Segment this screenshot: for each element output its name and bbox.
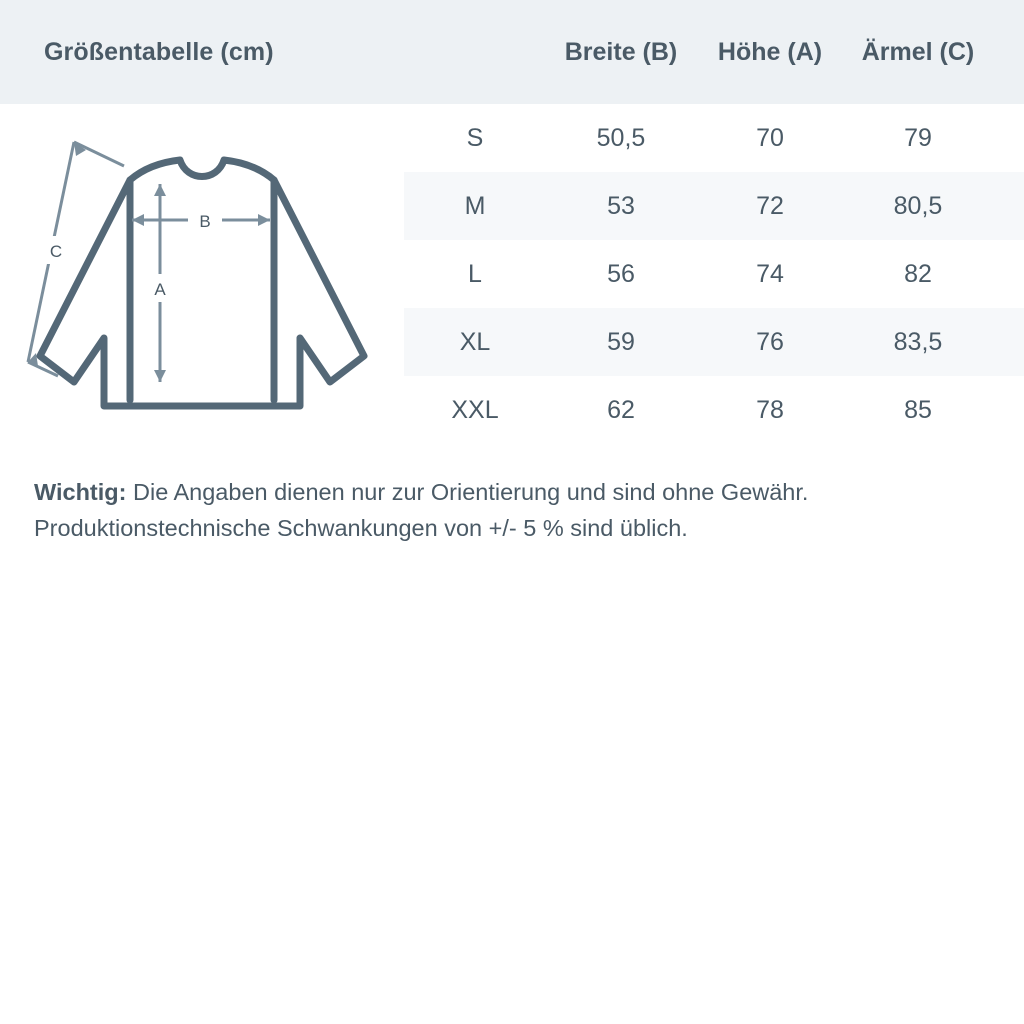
note-line-2: Produktionstechnische Schwankungen von +/- 5 % sind üblich. — [34, 515, 688, 541]
cell-hoehe: 78 — [756, 395, 784, 424]
table-body — [0, 104, 1024, 444]
table-row — [404, 240, 1024, 308]
column-header-hoehe: Höhe (A) — [717, 37, 823, 66]
note-strong: Wichtig: — [34, 479, 127, 505]
column-headers — [524, 38, 1000, 67]
cell-breite: 50,5 — [596, 123, 646, 152]
cell-aermel: 85 — [904, 395, 932, 424]
cell-hoehe: 72 — [756, 191, 784, 220]
disclaimer-note — [34, 474, 984, 546]
label-c: C — [49, 242, 63, 261]
cell-hoehe: 76 — [756, 327, 784, 356]
table-row — [404, 308, 1024, 376]
label-a: A — [154, 280, 166, 299]
table-row — [404, 376, 1024, 444]
column-header-breite: Breite (B) — [564, 37, 678, 66]
size-rows — [404, 104, 1024, 444]
cell-size: S — [466, 123, 484, 152]
shirt-diagram — [0, 104, 404, 444]
cell-aermel: 82 — [904, 259, 932, 288]
page-title: Größentabelle (cm) — [44, 37, 274, 66]
cell-aermel: 79 — [904, 123, 932, 152]
label-b: B — [199, 212, 211, 231]
table-header-row — [0, 0, 1024, 104]
cell-breite: 59 — [607, 327, 635, 356]
shirt-measurement-icon — [12, 124, 392, 424]
cell-size: XL — [459, 327, 491, 356]
note-line-1: Die Angaben dienen nur zur Orientierung und sind ohne Gewähr. — [126, 479, 809, 505]
table-row — [404, 104, 1024, 172]
cell-size: XXL — [451, 395, 499, 424]
cell-aermel: 83,5 — [893, 327, 943, 356]
cell-size: L — [468, 259, 482, 288]
cell-breite: 62 — [607, 395, 635, 424]
cell-hoehe: 70 — [756, 123, 784, 152]
cell-aermel: 80,5 — [893, 191, 943, 220]
cell-breite: 56 — [607, 259, 635, 288]
cell-size: M — [464, 191, 486, 220]
cell-breite: 53 — [607, 191, 635, 220]
cell-hoehe: 74 — [756, 259, 784, 288]
column-header-aermel: Ärmel (C) — [861, 37, 975, 66]
table-row — [404, 172, 1024, 240]
